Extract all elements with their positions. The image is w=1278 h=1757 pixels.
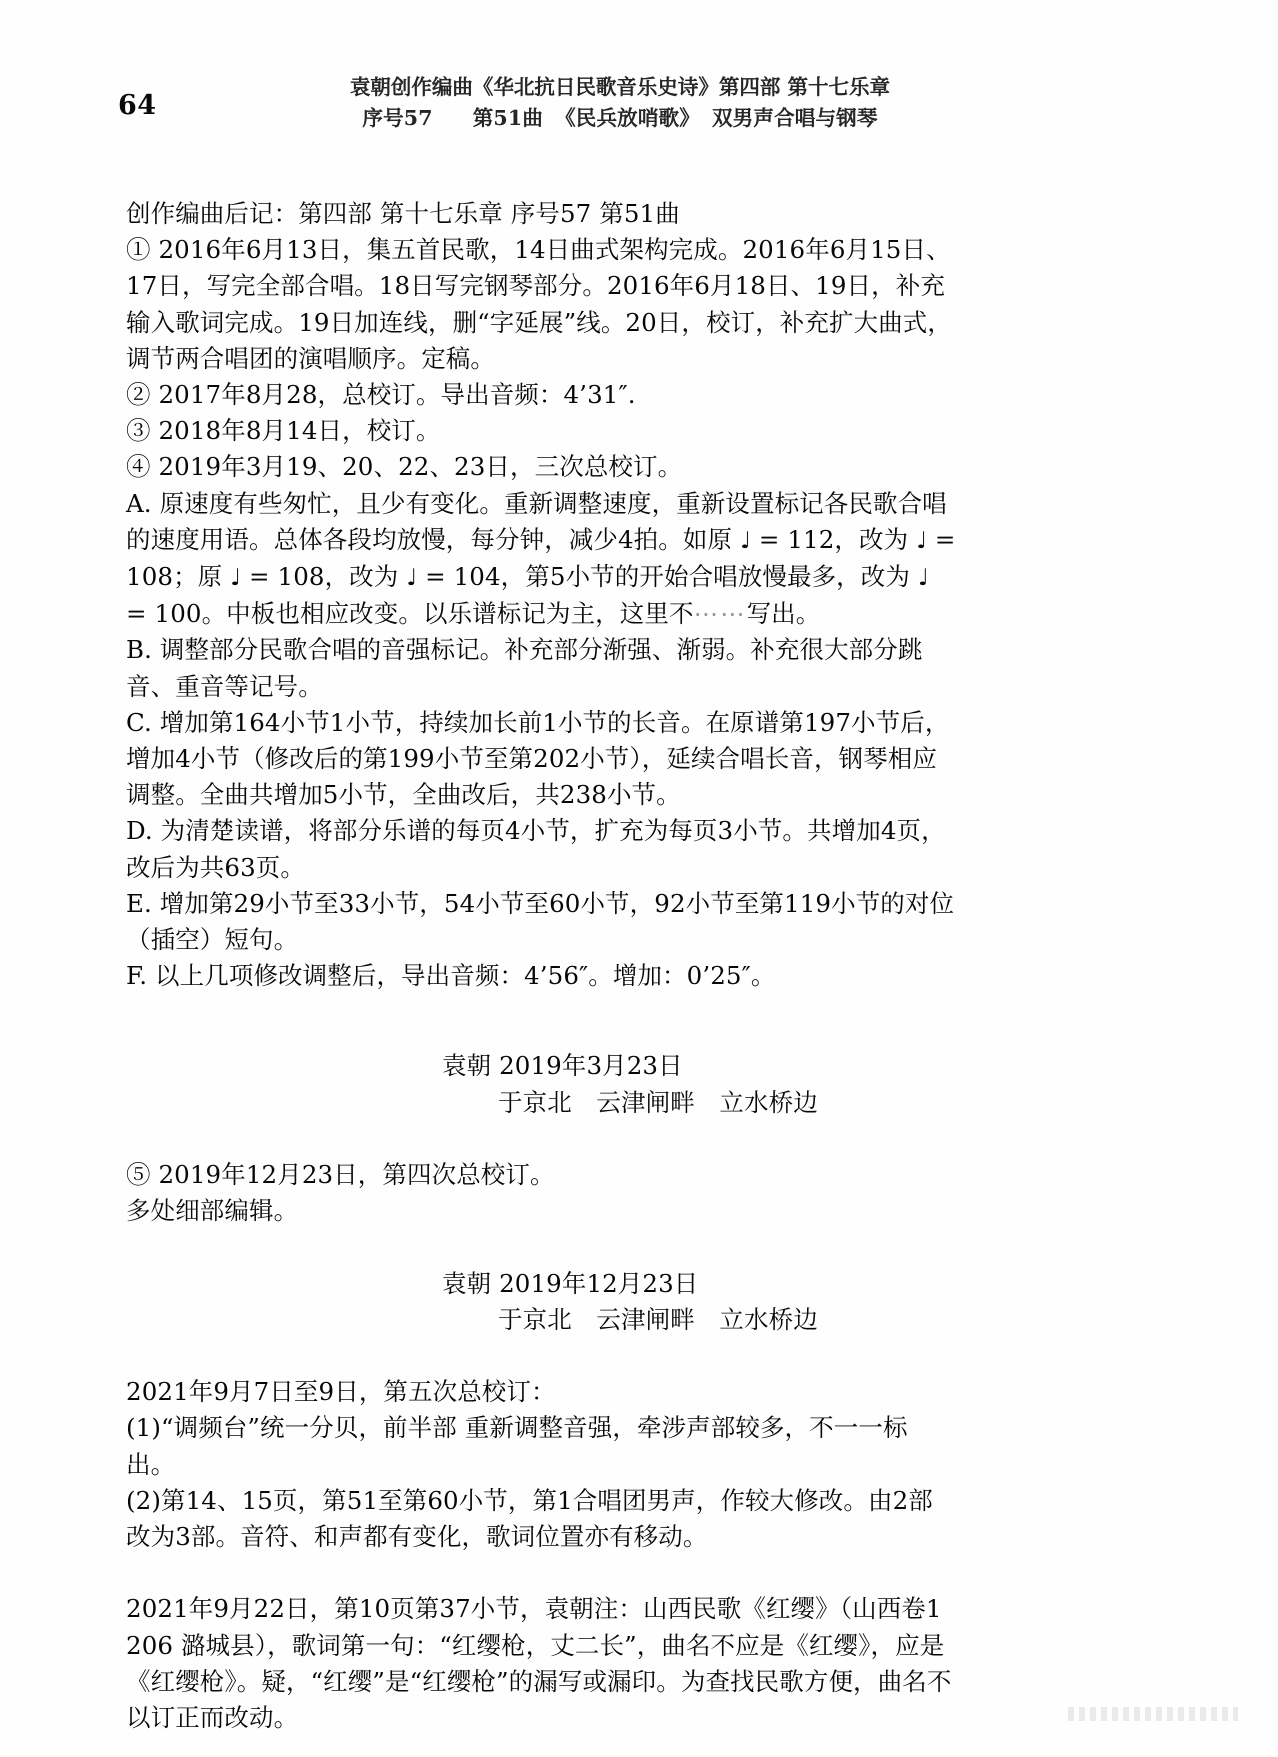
page-number: 64 [118, 90, 157, 121]
signature-1-name: 袁朝 2019年3月23日 [442, 1051, 683, 1081]
quarter-note-icon-2: ♩ [916, 527, 928, 554]
header-line-2 [300, 103, 940, 134]
note-item-4: ④ 2019年3月19、20、22、23日，三次总校订。 [126, 452, 683, 482]
item-A-text-6: = 100。中板也相应改变。以乐谱标记为主，这里不 [126, 599, 694, 629]
header-title-block [300, 72, 940, 134]
item-A-text-4: = 108，改为 [241, 562, 407, 592]
spacer-4 [126, 1338, 956, 1374]
note-item-B: B. 调整部分民歌合唱的音强标记。补充部分渐强、渐弱。补充很大部分跳音、重音等记号。 [126, 635, 923, 701]
revision-5-title: 2021年9月7日至9日，第五次总校订： [126, 1377, 556, 1407]
afterword-body [126, 196, 956, 1736]
quarter-note-icon-5: ♩ [917, 565, 929, 592]
header-song-title: 《民兵放哨歌》 [555, 106, 700, 130]
faded-illegible-text: ⋯⋯ [693, 599, 747, 629]
item-A-text-1: A. 原速度有些匆忙，且少有变化。重新调整速度，重新设置标记各民歌合唱的速度用语。总体各段均放慢，每分钟，减少4拍。如原 [126, 488, 947, 554]
header-曲号: 第51曲 [472, 106, 544, 130]
signature-1-place: 于京北 云津闸畔 立水桥边 [498, 1087, 818, 1117]
item-A-text-3: = 108；原 [126, 524, 956, 592]
revision-5-item-2: (2)第14、15页，第51至第60小节，第1合唱团男声，作较大修改。由2部改为3部。音符、和声都有变化，歌词位置亦有移动。 [126, 1485, 933, 1552]
quarter-note-icon-4: ♩ [406, 565, 418, 592]
revision-5-item-1: (1)“调频台”统一分贝，前半部 重新调整音强，牵涉声部较多，不一一标出。 [126, 1413, 908, 1479]
note-item-1: ① 2016年6月13日，集五首民歌，14日曲式架构完成。2016年6月15日、17日，写完全部合唱。18日写完钢琴部分。2016年6月18日、19日，补充输入歌词完成。19日加连线，删“字延展”线。20日，校订，补充扩大曲式，调节两合唱团的演唱顺序。定稿。 [126, 235, 952, 373]
item-A-text-7: 写出。 [746, 599, 821, 629]
note-item-C: C. 增加第164小节1小节，持续加长前1小节的长音。在原谱第197小节后，增加4小节（修改后的第199小节至第202小节），延续合唱长音，钢琴相应调整。全曲共增加5小节，全曲改后，共238小节。 [126, 707, 950, 810]
note-item-5: ⑤ 2019年12月23日，第四次总校订。 [126, 1160, 555, 1190]
header-line-1: 袁朝创作编曲《华北抗日民歌音乐史诗》第四部 第十七乐章 [349, 75, 891, 99]
item-A-text-5: = 104，第5小节的开始合唱放慢最多，改为 [417, 562, 918, 592]
note-item-3: ③ 2018年8月14日，校订。 [126, 416, 441, 446]
spacer-5 [126, 1555, 956, 1591]
spacer-3 [126, 1229, 956, 1265]
quarter-note-icon-3: ♩ [230, 565, 242, 592]
scan-artifact [1068, 1707, 1238, 1721]
quarter-note-icon-1: ♩ [739, 527, 751, 554]
note-item-E: E. 增加第29小节至33小节，54小节至60小节，92小节至第119小节的对位（插空）短句。 [126, 888, 955, 955]
page-header [0, 72, 1278, 134]
afterword-title: 创作编曲后记：第四部 第十七乐章 序号57 第51曲 [126, 199, 680, 228]
note-item-D: D. 为清楚读谱，将部分乐谱的每页4小节，扩充为每页3小节。共增加4页，改后为共63页。 [126, 816, 946, 882]
spacer-1 [126, 994, 956, 1048]
spacer-2 [126, 1121, 956, 1157]
revision-6-note: 2021年9月22日，第10页第37小节，袁朝注：山西民歌《红缨》（山西卷1206 潞城县），歌词第一句：“红缨枪，丈二长”，曲名不应是《红缨》，应是《红缨枪》。疑，“红缨”是“红缨枪”的漏写或漏印。为查找民歌方便，曲名不以订正而改动。 [126, 1594, 952, 1733]
note-item-F: F. 以上几项修改调整后，导出音频：4’56″。增加：0’25″。 [126, 961, 776, 991]
note-item-A [126, 486, 956, 633]
signature-2-place: 于京北 云津闸畔 立水桥边 [498, 1304, 818, 1334]
signature-2-name: 袁朝 2019年12月23日 [442, 1268, 699, 1298]
note-item-2: ② 2017年8月28，总校订。导出音频：4’31″. [126, 380, 636, 410]
item-A-text-2: = 112，改为 [750, 524, 917, 554]
header-instrumentation: 双男声合唱与钢琴 [711, 106, 878, 130]
header-序号: 序号57 [362, 106, 433, 130]
note-item-5-detail: 多处细部编辑。 [126, 1196, 299, 1226]
